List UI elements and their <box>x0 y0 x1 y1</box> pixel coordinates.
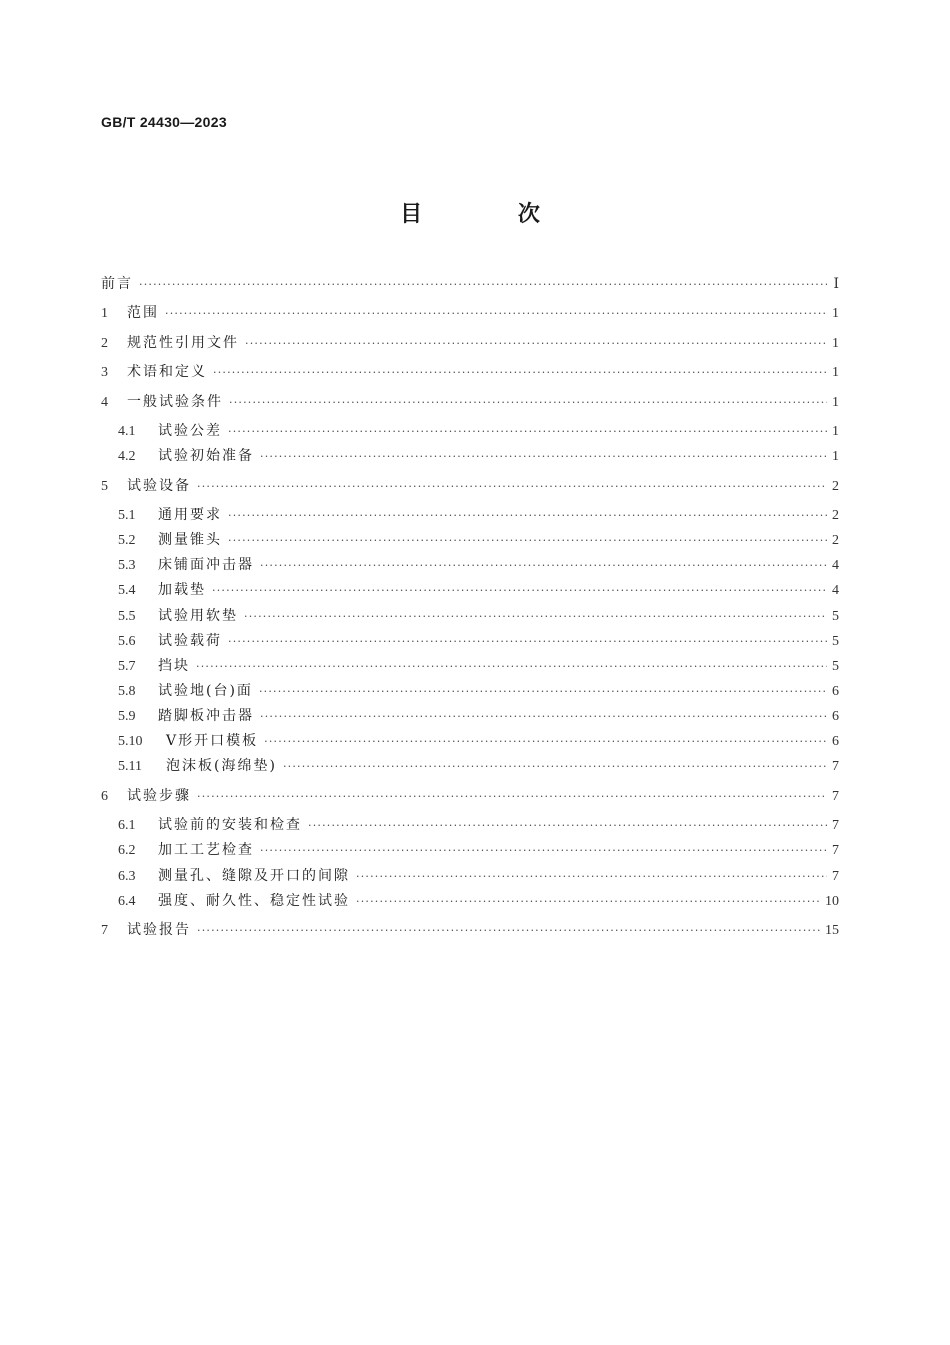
toc-entry-page: 10 <box>825 894 839 909</box>
toc-leader-dots <box>260 555 827 577</box>
toc-entry-title: 试验地(台)面 <box>158 683 253 699</box>
standard-code: GB/T 24430—2023 <box>101 114 227 130</box>
toc-entry-number: 5 <box>101 479 108 494</box>
toc-leader-dots <box>356 891 821 913</box>
toc-entry-page: 15 <box>825 923 839 938</box>
toc-entry[interactable] <box>118 420 839 442</box>
toc-entry-title: 范围 <box>127 305 159 321</box>
toc-leader-dots <box>228 631 827 653</box>
toc-entry[interactable] <box>118 755 839 777</box>
toc-entry-page: 7 <box>832 759 839 774</box>
toc-entry[interactable] <box>118 865 839 887</box>
toc-entry[interactable] <box>118 890 839 912</box>
toc-leader-dots <box>283 756 827 778</box>
toc-entry-title: 试验用软垫 <box>158 608 238 624</box>
toc-entry-number: 4.2 <box>118 449 136 464</box>
toc-entry-number: 5.4 <box>118 583 136 598</box>
toc-entry-page: 5 <box>832 659 839 674</box>
toc-entry-number: 5.11 <box>118 759 142 774</box>
toc-entry-page: 5 <box>832 609 839 624</box>
toc-entry-number: 5.2 <box>118 533 136 548</box>
toc-entry[interactable] <box>118 554 839 576</box>
toc-leader-dots <box>260 446 827 468</box>
toc-entry-number: 5.8 <box>118 684 136 699</box>
toc-entry-number: 5.6 <box>118 634 136 649</box>
toc-entry[interactable] <box>118 655 839 677</box>
toc-entry-title: 一般试验条件 <box>127 394 223 410</box>
toc-entry-number: 5.3 <box>118 558 136 573</box>
toc-entry-title: 泡沫板(海绵垫) <box>166 758 277 774</box>
toc-leader-dots <box>212 580 827 602</box>
toc-leader-dots <box>260 706 827 728</box>
toc-entry-page: 2 <box>832 533 839 548</box>
toc-entry-page: 1 <box>832 395 839 410</box>
toc-entry-page: 1 <box>832 424 839 439</box>
toc-entry-title: 试验设备 <box>127 478 191 494</box>
toc-entry-page: 1 <box>832 306 839 321</box>
toc-leader-dots <box>213 362 827 384</box>
toc-entry-title: 加载垫 <box>158 582 206 598</box>
toc-entry-title: V形开口模板 <box>166 733 259 749</box>
toc-entry[interactable] <box>101 361 839 383</box>
toc-leader-dots <box>244 606 827 628</box>
toc-entry-title: 规范性引用文件 <box>127 335 239 351</box>
toc-entry-page: 6 <box>832 734 839 749</box>
toc-leader-dots <box>356 866 827 888</box>
toc-entry[interactable] <box>118 680 839 702</box>
toc-entry-number: 4.1 <box>118 424 136 439</box>
toc-entry-title: 强度、耐久性、稳定性试验 <box>158 893 350 909</box>
toc-entry-number: 3 <box>101 365 108 380</box>
toc-entry[interactable] <box>118 504 839 526</box>
toc-entry-title: 术语和定义 <box>127 364 207 380</box>
toc-entry-title: 加工工艺检查 <box>158 842 254 858</box>
toc-entry-page: 1 <box>832 449 839 464</box>
toc-leader-dots <box>245 333 827 355</box>
toc-entry[interactable] <box>118 445 839 467</box>
toc-leader-dots <box>228 530 827 552</box>
toc-leader-dots <box>264 731 827 753</box>
toc-entry[interactable] <box>118 579 839 601</box>
toc-entry-page: 2 <box>832 508 839 523</box>
toc-entry-page: 5 <box>832 634 839 649</box>
toc-entry[interactable] <box>101 785 839 807</box>
toc-entry-number: 5.9 <box>118 709 136 724</box>
toc-leader-dots <box>228 505 827 527</box>
toc-entry-title: 挡块 <box>158 658 190 674</box>
toc-entry-number: 2 <box>101 336 108 351</box>
toc-entry[interactable] <box>101 919 839 941</box>
toc-entry-number: 7 <box>101 923 108 938</box>
toc-entry[interactable] <box>118 605 839 627</box>
toc-leader-dots <box>197 920 821 942</box>
toc-leader-dots <box>197 786 827 808</box>
toc-entry-title: 通用要求 <box>158 507 222 523</box>
toc-entry-number: 5.5 <box>118 609 136 624</box>
toc-entry-title: 试验公差 <box>158 423 222 439</box>
toc-entry-title: 试验前的安装和检查 <box>158 817 302 833</box>
toc-entry-page: 1 <box>832 365 839 380</box>
toc-entry-number: 6.4 <box>118 894 136 909</box>
toc-entry-title: 床铺面冲击器 <box>158 557 254 573</box>
toc-entry-page: Ⅰ <box>833 277 839 292</box>
toc-entry-number: 6.3 <box>118 869 136 884</box>
toc-entry[interactable] <box>101 332 839 354</box>
toc-entry-title: 试验载荷 <box>158 633 222 649</box>
toc-leader-dots <box>228 421 827 443</box>
toc-entry-page: 2 <box>832 479 839 494</box>
toc-leader-dots <box>197 476 827 498</box>
toc-entry[interactable] <box>118 630 839 652</box>
toc-leader-dots <box>229 392 827 414</box>
toc-entry-number: 6 <box>101 789 108 804</box>
toc-entry[interactable] <box>101 391 839 413</box>
toc-entry[interactable] <box>118 814 839 836</box>
toc-entry[interactable] <box>101 475 839 497</box>
toc-entry-number: 6.1 <box>118 818 136 833</box>
toc-leader-dots <box>259 681 827 703</box>
toc-leader-dots <box>165 303 827 325</box>
toc-entry-number: 5.1 <box>118 508 136 523</box>
toc-leader-dots <box>139 274 827 296</box>
toc-entry[interactable] <box>118 705 839 727</box>
toc-entry-number: 5.7 <box>118 659 136 674</box>
toc-entry[interactable] <box>101 302 839 324</box>
toc-entry-title: 测量锥头 <box>158 532 222 548</box>
toc-entry-title: 前言 <box>101 276 133 292</box>
toc-entry-page: 7 <box>832 869 839 884</box>
toc-entry-number: 4 <box>101 395 108 410</box>
toc-entry-title: 试验报告 <box>127 922 191 938</box>
toc-entry-page: 6 <box>832 709 839 724</box>
toc-entry-page: 4 <box>832 558 839 573</box>
toc-leader-dots <box>260 840 827 862</box>
toc-entry-number: 6.2 <box>118 843 136 858</box>
toc-entry-page: 7 <box>832 789 839 804</box>
toc-entry-page: 7 <box>832 843 839 858</box>
toc-entry-title: 踏脚板冲击器 <box>158 708 254 724</box>
toc-entry-page: 1 <box>832 336 839 351</box>
toc-entry-page: 6 <box>832 684 839 699</box>
table-of-contents <box>101 0 839 1345</box>
toc-leader-dots <box>196 656 827 678</box>
page-title: 目 次 <box>400 202 584 227</box>
toc-entry-page: 7 <box>832 818 839 833</box>
toc-entry[interactable] <box>118 730 839 752</box>
toc-entry-title: 试验步骤 <box>127 788 191 804</box>
toc-entry[interactable] <box>118 839 839 861</box>
toc-leader-dots <box>308 815 827 837</box>
toc-entry[interactable] <box>101 273 839 295</box>
toc-entry-number: 5.10 <box>118 734 143 749</box>
toc-entry-title: 试验初始准备 <box>158 448 254 464</box>
toc-entry-page: 4 <box>832 583 839 598</box>
toc-entry[interactable] <box>118 529 839 551</box>
toc-entry-number: 1 <box>101 306 108 321</box>
toc-entry-title: 测量孔、缝隙及开口的间隙 <box>158 868 350 884</box>
